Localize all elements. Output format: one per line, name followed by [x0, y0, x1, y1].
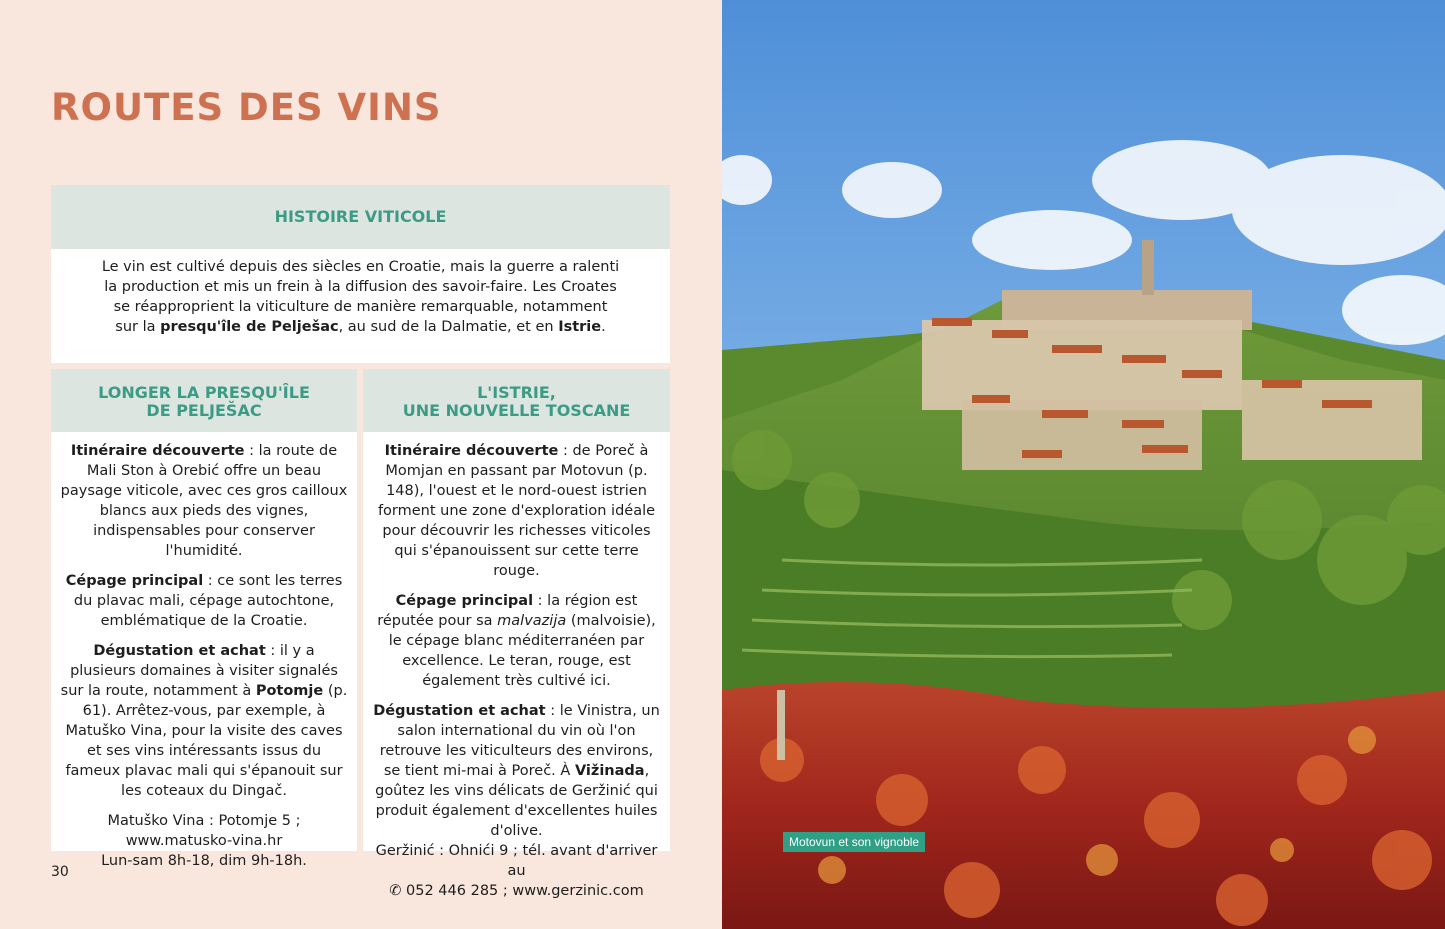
- histoire-text-2: , au sud de la Dalmatie, et en: [338, 319, 559, 335]
- istrie-itineraire-text: : de Poreč à Momjan en passant par Motovun (p. 148), l'ouest et le nord-ouest istrien forment une zone d'exploration idéale pour découvrir les richesses viticoles qui s'épanouissent sur cette terre rouge.: [377, 443, 656, 579]
- peljesac-degustation-bold: Potomje: [255, 683, 324, 699]
- peljesac-address-line1: Matuško Vina : Potomje 5 ;: [107, 813, 301, 829]
- peljesac-degustation-label: Dégustation et achat: [93, 643, 266, 659]
- histoire-text-3: .: [601, 319, 606, 335]
- red-vines: [722, 682, 1445, 929]
- istrie-itineraire-label: Itinéraire découverte: [384, 443, 559, 459]
- landscape-illustration: [722, 0, 1445, 929]
- istrie-degustation-text-2: , goûtez les vins délicats de Geržinić qui produit également d'excellentes huiles d'olive.: [375, 763, 658, 839]
- istrie-cepage-label: Cépage principal: [395, 593, 534, 609]
- istrie-cepage-text-1: : la région est réputée pour sa: [377, 593, 638, 629]
- peljesac-cepage: [59, 571, 349, 631]
- motovun-photo: [722, 0, 1445, 929]
- peljesac-address-line3: Lun-sam 8h-18, dim 9h-18h.: [101, 853, 307, 869]
- istrie-cepage-text-2: (malvoisie), le cépage blanc méditerranéen par excellence. Le teran, rouge, est également très cultivé ici.: [388, 613, 656, 689]
- istrie-degustation-text-1: : le Vinistra, un salon international du vin où l'on retrouve les viticulteurs des environs, se tient mi-mai à Poreč. À: [379, 703, 660, 779]
- peljesac-address: [59, 811, 349, 871]
- peljesac-heading: [51, 369, 357, 432]
- istrie-heading: [363, 369, 670, 432]
- peljesac-text: [51, 432, 357, 871]
- histoire-text-1: Le vin est cultivé depuis des siècles en Croatie, mais la guerre a ralenti la production et mis un frein à la diffusion des savoir-faire. Les Croates se réapproprient la viticulture de manière remarquable, notamment sur la: [101, 259, 620, 335]
- histoire-viticole-box: [51, 185, 670, 363]
- histoire-bold-1: presqu'île de Pelješac: [160, 319, 339, 335]
- left-page: [0, 0, 722, 929]
- istrie-cepage: [371, 591, 662, 691]
- page-number: 30: [51, 864, 69, 880]
- peljesac-degustation-text-2: (p. 61). Arrêtez-vous, par exemple, à Matuško Vina, pour la visite des caves et ses vins intéressants issus du fameux plavac mali qui s'épanouit sur les coteaux du Dingač.: [65, 683, 348, 799]
- peljesac-box: [51, 369, 357, 869]
- photo-caption: Motovun et son vignoble: [783, 832, 925, 852]
- peljesac-itineraire: [59, 441, 349, 561]
- istrie-heading-line2: UNE NOUVELLE TOSCANE: [402, 401, 631, 420]
- istrie-box: [363, 369, 670, 899]
- histoire-bold-2: Istrie: [558, 319, 602, 335]
- peljesac-degustation-text-1: : il y a plusieurs domaines à visiter signalés sur la route, notamment à: [60, 643, 338, 699]
- istrie-address-line1: Geržinić : Ohnići 9 ; tél. avant d'arriver au: [375, 843, 658, 879]
- page-title: ROUTES DES VINS: [51, 86, 442, 129]
- peljesac-heading-line1: LONGER LA PRESQU'ÎLE: [98, 383, 310, 402]
- peljesac-itineraire-label: Itinéraire découverte: [70, 443, 245, 459]
- vine-post: [777, 690, 785, 760]
- peljesac-address-line2: www.matusko-vina.hr: [125, 833, 283, 849]
- peljesac-heading-line2: DE PELJEŠAC: [146, 401, 262, 420]
- istrie-degustation-bold: Vižinada: [574, 763, 645, 779]
- istrie-degustation: [371, 701, 662, 901]
- peljesac-itineraire-text: : la route de Mali Ston à Orebić offre un beau paysage viticole, avec ces gros cailloux blancs aux pieds des vignes, indispensables pour conserver l'humidité.: [60, 443, 348, 559]
- istrie-degustation-label: Dégustation et achat: [373, 703, 546, 719]
- peljesac-degustation: [59, 641, 349, 801]
- peljesac-cepage-label: Cépage principal: [65, 573, 204, 589]
- istrie-itineraire: [371, 441, 662, 581]
- histoire-heading: HISTOIRE VITICOLE: [51, 185, 670, 249]
- istrie-heading-line1: L'ISTRIE,: [477, 383, 556, 402]
- istrie-text: [363, 432, 670, 901]
- peljesac-cepage-text: : ce sont les terres du plavac mali, cépage autochtone, emblématique de la Croatie.: [73, 573, 343, 629]
- histoire-text: [51, 249, 670, 337]
- istrie-address-line2: ✆ 052 446 285 ; www.gerzinic.com: [389, 883, 644, 899]
- istrie-cepage-italic: malvazija: [497, 613, 567, 629]
